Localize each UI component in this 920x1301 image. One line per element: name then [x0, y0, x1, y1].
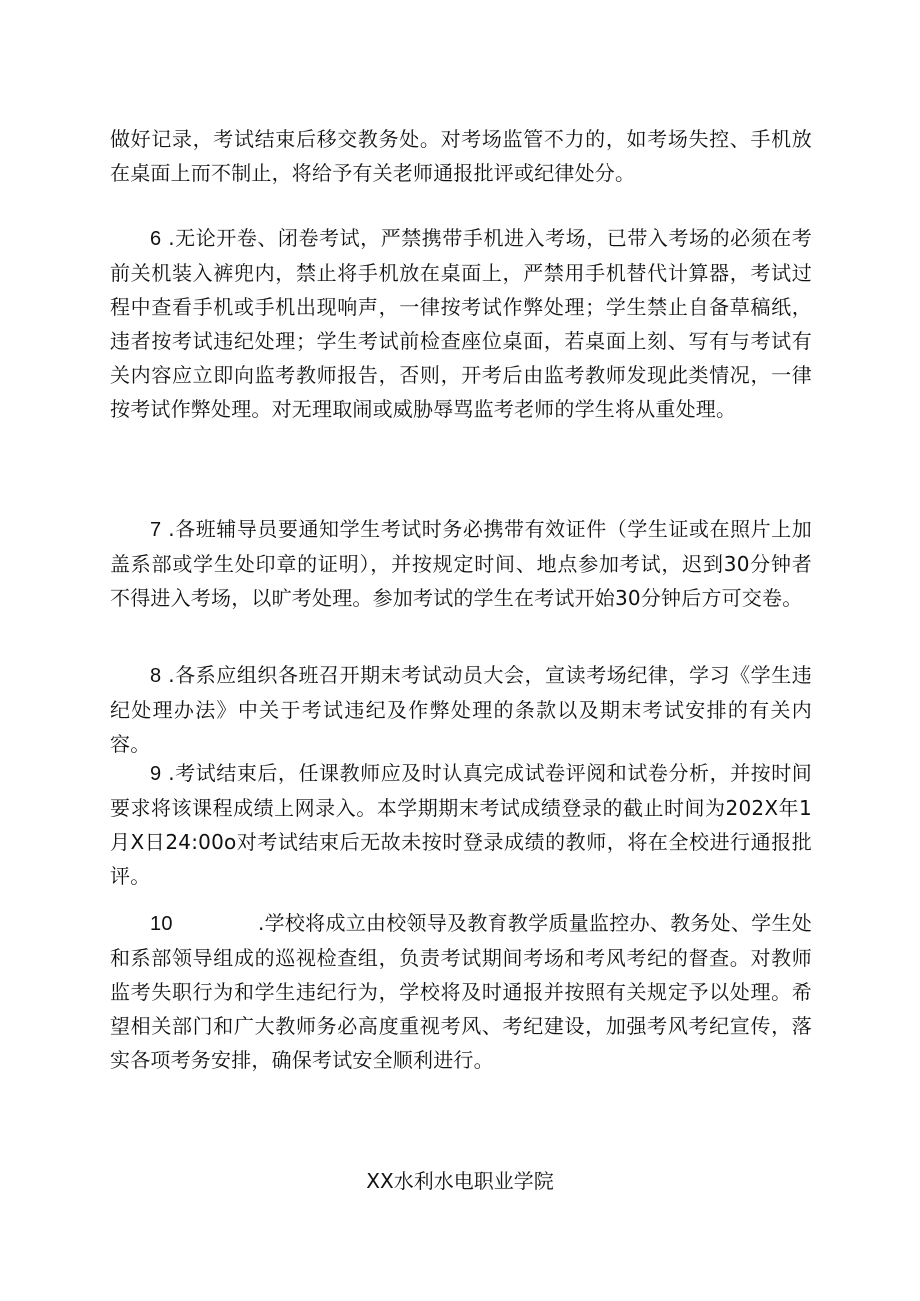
item-text: .无论开卷、闭卷考试，严禁携带手机进入考场，已带入考场的必须在考前关机装入裤兜内，禁止将手机放在桌面上，严禁用手机替代计算器，考试过程中查看手机或手机出现响声，一律按考试作弊处理；学生禁止自备草稿纸，违者按考试违纪处理；学生考试前检查座位桌面，若桌面上刻、写有与考试有关内容应立即向监考教师报告，否则，开考后由监考教师发现此类情况，一律按考试作弊处理。对无理取闹或威胁辱骂监考老师的学生将从重处理。: [110, 226, 812, 421]
paragraph-text: 做好记录，考试结束后移交教务处。对考场监管不力的，如考场失控、手机放在桌面上而不制止，将给予有关老师通报批评或纪律处分。: [110, 127, 812, 185]
item-number: 6: [150, 228, 162, 250]
item-text: .考试结束后，任课教师应及时认真完成试卷评阅和试卷分析，并按时间要求将该课程成绩上网录入。本学期期末考试成绩登录的截止时间为202X年1月X日24:00o对考试结束后无故未按时登录成绩的教师，将在全校进行通报批评。: [110, 761, 812, 888]
list-item-6: [110, 221, 812, 426]
item-number: 10: [150, 913, 173, 935]
item-number: 8: [150, 665, 162, 687]
item-number: 7: [150, 519, 162, 541]
item-text: .各系应组织各班召开期末考试动员大会，宣读考场纪律，学习《学生违纪处理办法》中关于考试违纪及作弊处理的条款以及期末考试安排的有关内容。: [110, 663, 812, 756]
paragraph-continued: [110, 122, 812, 190]
list-item-9: [110, 756, 812, 893]
list-item-10: [110, 906, 812, 1077]
item-number: 9: [150, 763, 162, 785]
item-text: .学校将成立由校领导及教育教学质量监控办、教务处、学生处和系部领导组成的巡视检查组，负责考试期间考场和考风考纪的督查。对教师监考失职行为和学生违纪行为，学校将及时通报并按照有关规定予以处理。希望相关部门和广大教师务必高度重视考风、考纪建设，加强考风考纪宣传，落实各项考务安排，确保考试安全顺利进行。: [110, 911, 812, 1072]
list-item-8: [110, 658, 812, 761]
list-item-7: [110, 512, 812, 615]
signature: XX水利水电职业学院: [366, 1169, 554, 1193]
item-text: .各班辅导员要通知学生考试时务必携带有效证件（学生证或在照片上加盖系部或学生处印章的证明），并按规定时间、地点参加考试，迟到30分钟者不得进入考场，以旷考处理。参加考试的学生在考试开始30分钟后方可交卷。: [110, 517, 812, 610]
